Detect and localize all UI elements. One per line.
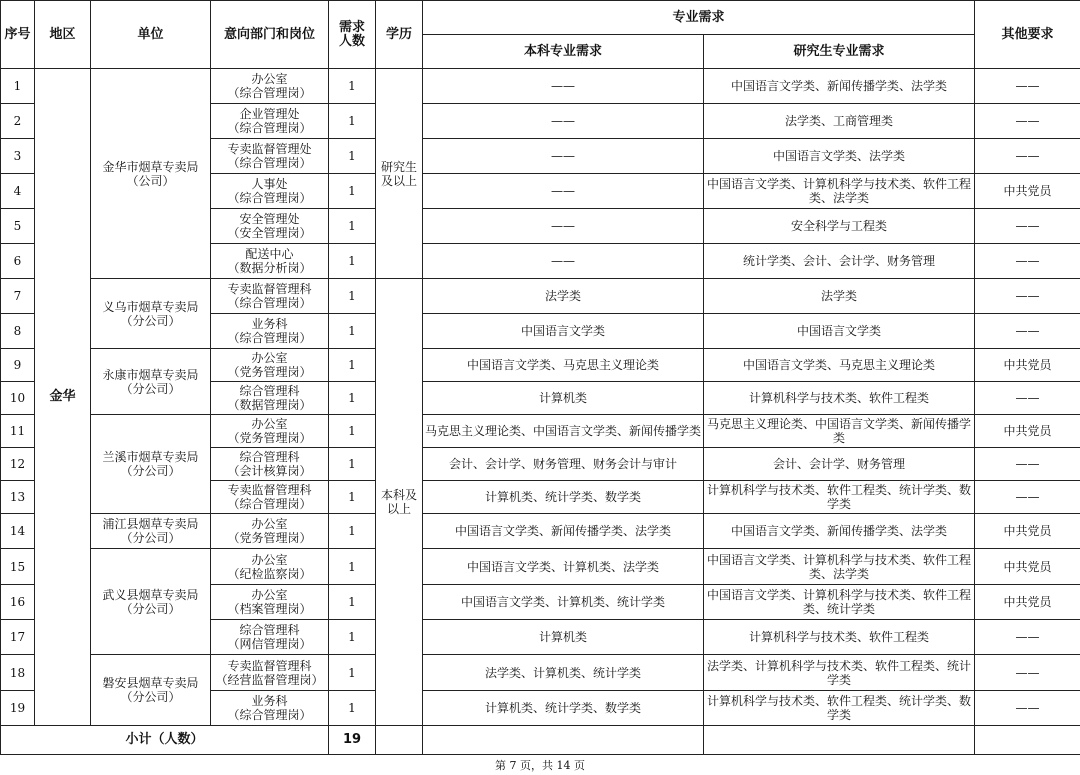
row-dept: 业务科 （综合管理岗）	[211, 691, 329, 726]
row-grad-major: 法学类	[704, 279, 975, 314]
row-grad-major: 计算机科学与技术类、软件工程类	[704, 382, 975, 415]
table-row	[1, 415, 1080, 448]
row-grad-major: 计算机科学与技术类、软件工程类	[704, 620, 975, 655]
row-undergrad-major: ——	[423, 139, 704, 174]
row-count: 1	[329, 349, 376, 382]
row-other: ——	[975, 69, 1080, 104]
row-other: ——	[975, 314, 1080, 349]
row-undergrad-major: ——	[423, 174, 704, 209]
row-undergrad-major: ——	[423, 104, 704, 139]
row-seq: 2	[1, 104, 35, 139]
row-undergrad-major: 会计、会计学、财务管理、财务会计与审计	[423, 448, 704, 481]
header-major: 专业需求	[423, 1, 975, 35]
row-other: 中共党员	[975, 415, 1080, 448]
row-count: 1	[329, 69, 376, 104]
row-seq: 16	[1, 585, 35, 620]
row-dept: 办公室 （党务管理岗）	[211, 514, 329, 549]
row-dept: 人事处 （综合管理岗）	[211, 174, 329, 209]
unit-cell: 武义县烟草专卖局 （分公司）	[91, 549, 211, 655]
row-dept: 专卖监督管理科 （综合管理岗）	[211, 279, 329, 314]
row-other: ——	[975, 655, 1080, 691]
row-dept: 专卖监督管理科 （综合管理岗）	[211, 481, 329, 514]
row-seq: 5	[1, 209, 35, 244]
row-grad-major: 统计学类、会计、会计学、财务管理	[704, 244, 975, 279]
header-count: 需求 人数	[329, 1, 376, 69]
table-row	[1, 514, 1080, 549]
unit-cell: 磐安县烟草专卖局 （分公司）	[91, 655, 211, 726]
row-seq: 7	[1, 279, 35, 314]
row-undergrad-major: 中国语言文学类	[423, 314, 704, 349]
unit-cell: 金华市烟草专卖局 （公司）	[91, 69, 211, 279]
row-seq: 1	[1, 69, 35, 104]
row-other: 中共党员	[975, 514, 1080, 549]
row-dept: 综合管理科 （会计核算岗）	[211, 448, 329, 481]
row-dept: 综合管理科 （网信管理岗）	[211, 620, 329, 655]
row-count: 1	[329, 382, 376, 415]
subtotal-empty	[423, 726, 704, 755]
table-row	[1, 655, 1080, 691]
row-grad-major: 会计、会计学、财务管理	[704, 448, 975, 481]
row-grad-major: 中国语言文学类	[704, 314, 975, 349]
row-undergrad-major: ——	[423, 244, 704, 279]
row-dept: 专卖监督管理处 （综合管理岗）	[211, 139, 329, 174]
row-other: 中共党员	[975, 174, 1080, 209]
unit-cell: 义乌市烟草专卖局 （分公司）	[91, 279, 211, 349]
row-undergrad-major: 中国语言文学类、新闻传播学类、法学类	[423, 514, 704, 549]
row-count: 1	[329, 244, 376, 279]
row-count: 1	[329, 585, 376, 620]
row-grad-major: 中国语言文学类、计算机科学与技术类、软件工程类、法学类	[704, 174, 975, 209]
header-dept: 意向部门和岗位	[211, 1, 329, 69]
row-dept: 配送中心 （数据分析岗）	[211, 244, 329, 279]
table-row	[1, 349, 1080, 382]
row-count: 1	[329, 481, 376, 514]
row-seq: 6	[1, 244, 35, 279]
row-grad-major: 法学类、计算机科学与技术类、软件工程类、统计学类	[704, 655, 975, 691]
row-seq: 15	[1, 549, 35, 585]
row-seq: 18	[1, 655, 35, 691]
row-undergrad-major: 计算机类、统计学类、数学类	[423, 481, 704, 514]
page-footer: 第 7 页，共 14 页	[495, 759, 585, 772]
row-seq: 19	[1, 691, 35, 726]
row-other: ——	[975, 209, 1080, 244]
row-dept: 专卖监督管理科 （经营监督管理岗）	[211, 655, 329, 691]
row-grad-major: 中国语言文学类、计算机科学与技术类、软件工程类、法学类	[704, 549, 975, 585]
row-grad-major: 中国语言文学类、计算机科学与技术类、软件工程类、统计学类	[704, 585, 975, 620]
unit-cell: 浦江县烟草专卖局 （分公司）	[91, 514, 211, 549]
row-undergrad-major: 中国语言文学类、计算机类、统计学类	[423, 585, 704, 620]
table-row	[1, 69, 1080, 104]
row-seq: 13	[1, 481, 35, 514]
row-other: 中共党员	[975, 585, 1080, 620]
row-dept: 办公室 （党务管理岗）	[211, 349, 329, 382]
row-count: 1	[329, 139, 376, 174]
row-count: 1	[329, 549, 376, 585]
row-other: ——	[975, 139, 1080, 174]
row-other: ——	[975, 104, 1080, 139]
row-grad-major: 中国语言文学类、马克思主义理论类	[704, 349, 975, 382]
unit-cell: 永康市烟草专卖局 （分公司）	[91, 349, 211, 415]
row-other: ——	[975, 448, 1080, 481]
row-undergrad-major: 计算机类、统计学类、数学类	[423, 691, 704, 726]
table-body	[1, 69, 1080, 755]
row-seq: 14	[1, 514, 35, 549]
row-undergrad-major: 计算机类	[423, 382, 704, 415]
row-undergrad-major: ——	[423, 69, 704, 104]
row-undergrad-major: 中国语言文学类、计算机类、法学类	[423, 549, 704, 585]
row-count: 1	[329, 279, 376, 314]
header-unit: 单位	[91, 1, 211, 69]
row-dept: 综合管理科 （数据管理岗）	[211, 382, 329, 415]
subtotal-empty	[376, 726, 423, 755]
row-undergrad-major: 中国语言文学类、马克思主义理论类	[423, 349, 704, 382]
subtotal-row	[1, 726, 1080, 755]
row-grad-major: 中国语言文学类、新闻传播学类、法学类	[704, 69, 975, 104]
education-cell: 本科及 以上	[376, 279, 423, 726]
row-undergrad-major: 马克思主义理论类、中国语言文学类、新闻传播学类	[423, 415, 704, 448]
row-undergrad-major: 法学类、计算机类、统计学类	[423, 655, 704, 691]
row-seq: 4	[1, 174, 35, 209]
row-grad-major: 中国语言文学类、新闻传播学类、法学类	[704, 514, 975, 549]
header-region: 地区	[35, 1, 91, 69]
row-other: ——	[975, 244, 1080, 279]
education-cell: 研究生 及以上	[376, 69, 423, 279]
row-grad-major: 计算机科学与技术类、软件工程类、统计学类、数学类	[704, 481, 975, 514]
row-other: 中共党员	[975, 549, 1080, 585]
row-other: ——	[975, 481, 1080, 514]
row-seq: 9	[1, 349, 35, 382]
row-grad-major: 安全科学与工程类	[704, 209, 975, 244]
subtotal-empty	[975, 726, 1080, 755]
header-grad-major: 研究生专业需求	[704, 35, 975, 69]
row-seq: 8	[1, 314, 35, 349]
header-other: 其他要求	[975, 1, 1080, 69]
row-undergrad-major: 法学类	[423, 279, 704, 314]
row-count: 1	[329, 691, 376, 726]
row-count: 1	[329, 314, 376, 349]
row-grad-major: 法学类、工商管理类	[704, 104, 975, 139]
row-count: 1	[329, 415, 376, 448]
row-count: 1	[329, 174, 376, 209]
row-dept: 办公室 （档案管理岗）	[211, 585, 329, 620]
subtotal-label: 小计（人数）	[1, 726, 329, 755]
row-count: 1	[329, 620, 376, 655]
row-grad-major: 马克思主义理论类、中国语言文学类、新闻传播学类	[704, 415, 975, 448]
table-row	[1, 279, 1080, 314]
row-other: ——	[975, 279, 1080, 314]
row-dept: 办公室 （综合管理岗）	[211, 69, 329, 104]
row-count: 1	[329, 104, 376, 139]
row-dept: 企业管理处 （综合管理岗）	[211, 104, 329, 139]
row-seq: 11	[1, 415, 35, 448]
row-dept: 安全管理处 （安全管理岗）	[211, 209, 329, 244]
row-undergrad-major: ——	[423, 209, 704, 244]
subtotal-empty	[704, 726, 975, 755]
header-undergrad-major: 本科专业需求	[423, 35, 704, 69]
table-row	[1, 549, 1080, 585]
row-seq: 12	[1, 448, 35, 481]
row-other: ——	[975, 382, 1080, 415]
subtotal-value: 19	[329, 726, 376, 755]
header-seq: 序号	[1, 1, 35, 69]
row-count: 1	[329, 448, 376, 481]
row-seq: 3	[1, 139, 35, 174]
row-count: 1	[329, 514, 376, 549]
unit-cell: 兰溪市烟草专卖局 （分公司）	[91, 415, 211, 514]
row-count: 1	[329, 655, 376, 691]
row-undergrad-major: 计算机类	[423, 620, 704, 655]
row-grad-major: 中国语言文学类、法学类	[704, 139, 975, 174]
row-dept: 办公室 （党务管理岗）	[211, 415, 329, 448]
row-seq: 10	[1, 382, 35, 415]
row-other: 中共党员	[975, 349, 1080, 382]
row-seq: 17	[1, 620, 35, 655]
row-other: ——	[975, 691, 1080, 726]
row-dept: 业务科 （综合管理岗）	[211, 314, 329, 349]
row-count: 1	[329, 209, 376, 244]
header-education: 学历	[376, 1, 423, 69]
row-other: ——	[975, 620, 1080, 655]
row-dept: 办公室 （纪检监察岗）	[211, 549, 329, 585]
row-grad-major: 计算机科学与技术类、软件工程类、统计学类、数学类	[704, 691, 975, 726]
region-cell: 金华	[35, 69, 91, 726]
